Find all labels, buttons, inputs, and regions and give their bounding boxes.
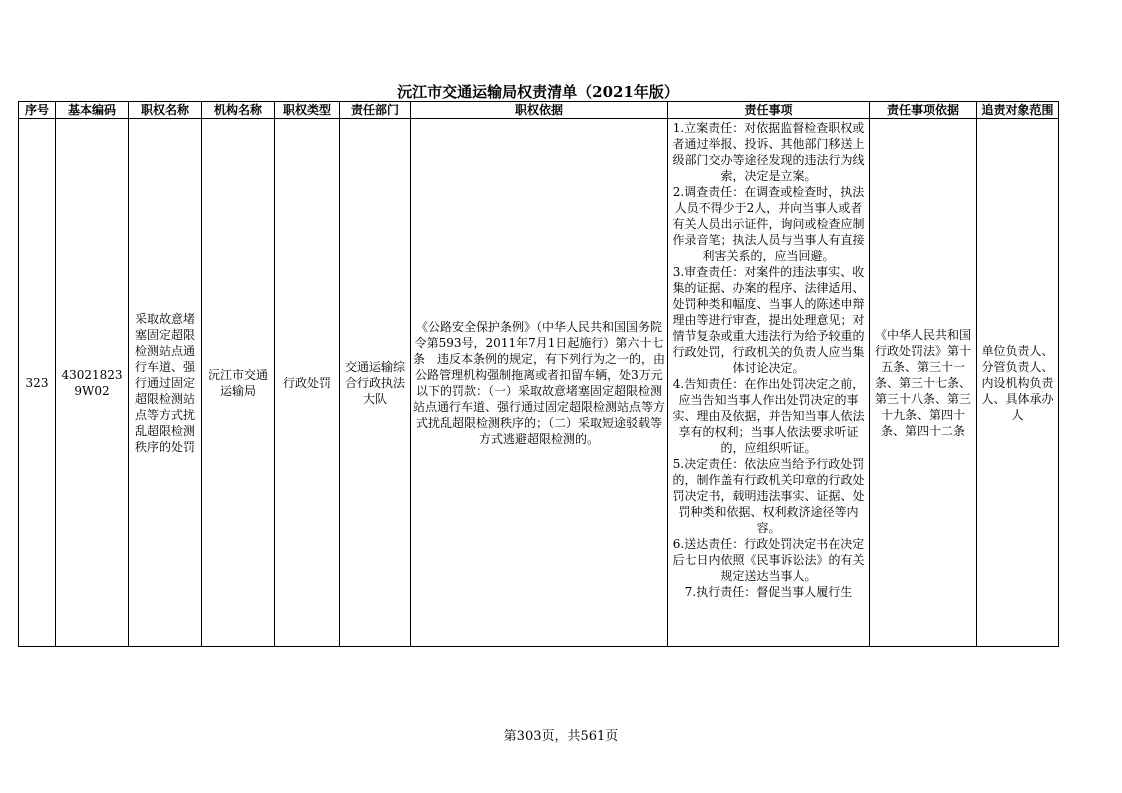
cell-dept: 交通运输综合行政执法大队 <box>340 119 411 647</box>
duty-item: 7.执行责任：督促当事人履行生 <box>684 584 853 599</box>
cell-power-type: 行政处罚 <box>275 119 340 647</box>
table-row <box>19 119 1059 647</box>
cell-seq: 323 <box>19 119 56 647</box>
cell-code: 430218239W02 <box>56 119 129 647</box>
cell-power-name: 采取故意堵塞固定超限检测站点通行车道、强行通过固定超限检测站点等方式扰乱超限检测秩序的处罚 <box>129 119 202 647</box>
header-power-name: 职权名称 <box>129 102 202 119</box>
header-power-type: 职权类型 <box>275 102 340 119</box>
header-duties: 责任事项 <box>668 102 870 119</box>
page-title: 沅江市交通运输局权责清单（2021年版） <box>397 83 679 101</box>
duty-item: 6.送达责任：行政处罚决定书在决定后七日内依照《民事诉讼法》的有关规定送达当事人。 <box>672 536 865 583</box>
cell-org-name: 沅江市交通运输局 <box>202 119 275 647</box>
header-scope: 追责对象范围 <box>977 102 1059 119</box>
header-dept: 责任部门 <box>340 102 411 119</box>
page-number: 第303页，共561页 <box>503 729 619 744</box>
header-seq: 序号 <box>19 102 56 119</box>
header-code: 基本编码 <box>56 102 129 119</box>
duty-item: 3.审查责任：对案件的违法事实、收集的证据、办案的程序、法律适用、处罚种类和幅度、当事人的陈述申辩理由等进行审查，提出处理意见；对情节复杂或重大违法行为给予较重的行政处罚，行政机关的负责人应当集体讨论决定。 <box>672 264 865 375</box>
duty-item: 5.决定责任：依法应当给予行政处罚的，制作盖有行政机关印章的行政处罚决定书，载明违法事实、证据、处罚种类和依据、权利救济途径等内容。 <box>672 456 865 535</box>
duty-item: 2.调查责任：在调查或检查时，执法人员不得少于2人，并向当事人或者有关人员出示证件，询问或检查应制作录音笔；执法人员与当事人有直接利害关系的，应当回避。 <box>672 184 865 263</box>
header-basis: 职权依据 <box>411 102 668 119</box>
header-duty-basis: 责任事项依据 <box>870 102 977 119</box>
duty-item: 4.告知责任：在作出处罚决定之前，应当告知当事人作出处罚决定的事实、理由及依据，并告知当事人依法享有的权利；当事人依法要求听证的，应组织听证。 <box>672 376 865 455</box>
duty-item: 1.立案责任：对依据监督检查职权或者通过举报、投诉、其他部门移送上级部门交办等途径发现的违法行为线索，决定是立案。 <box>672 120 865 183</box>
responsibility-table <box>18 101 1059 647</box>
cell-basis: 《公路安全保护条例》（中华人民共和国国务院令第593号，2011年7月1日起施行）第六十七条 违反本条例的规定，有下列行为之一的，由公路管理机构强制拖离或者扣留车辆，处3万元以下的罚款：（一）采取故意堵塞固定超限检测站点通行车道、强行通过固定超限检测站点等方式扰乱超限检测秩序的；（二）采取短途驳载等方式逃避超限检测的。 <box>411 119 668 647</box>
cell-scope: 单位负责人、分管负责人、内设机构负责人、具体承办人 <box>977 119 1059 647</box>
header-org-name: 机构名称 <box>202 102 275 119</box>
cell-duties <box>668 119 870 647</box>
header-row <box>19 102 1059 119</box>
cell-duty-basis: 《中华人民共和国行政处罚法》第十五条、第三十一条、第三十七条、第三十八条、第三十九条、第四十条、第四十二条 <box>870 119 977 647</box>
